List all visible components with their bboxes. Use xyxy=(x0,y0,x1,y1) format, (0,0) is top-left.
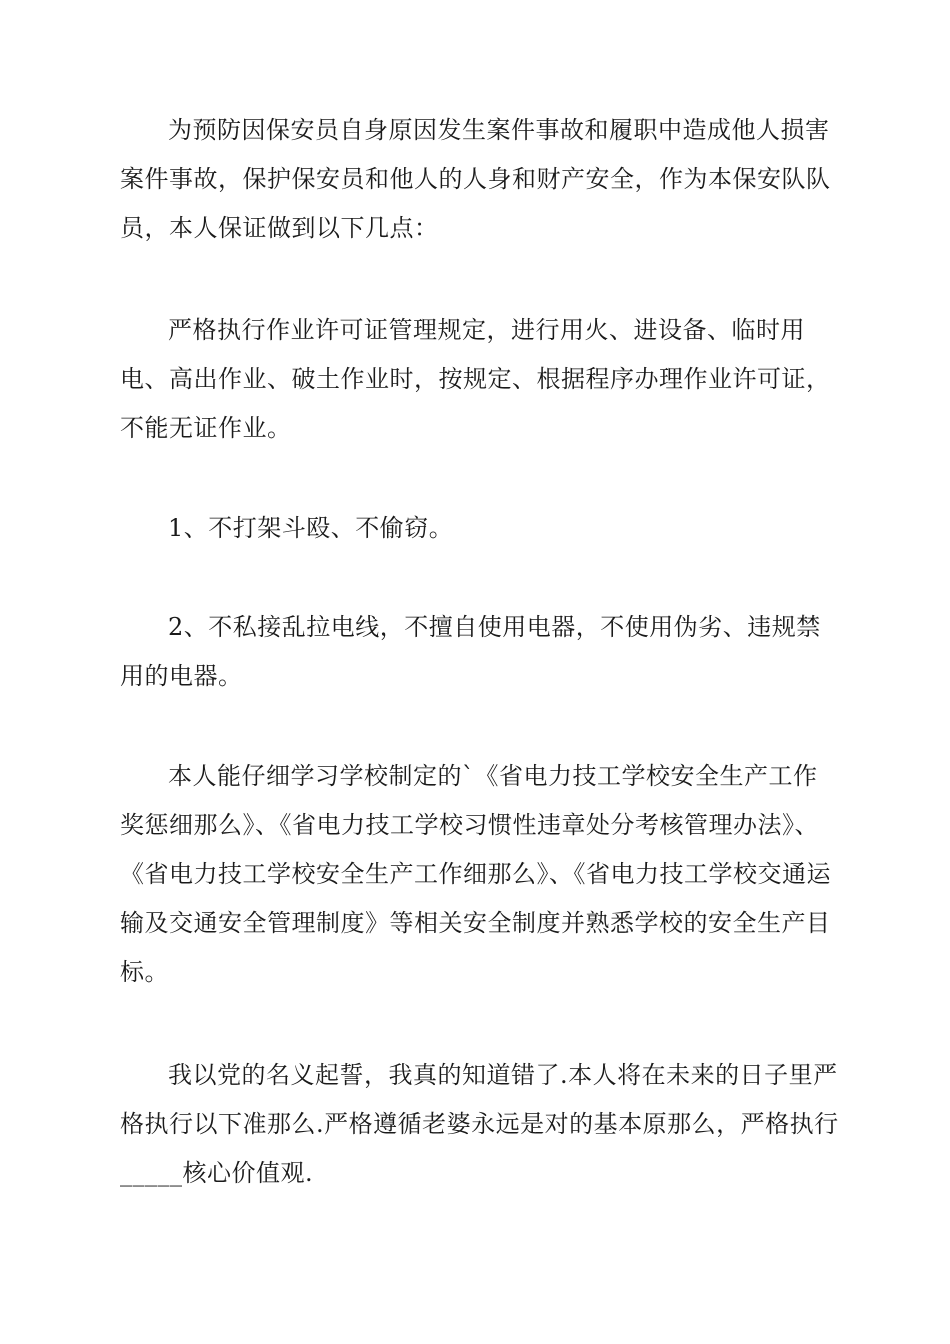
paragraph-school-rules: 本人能仔细学习学校制定的`《省电力技工学校安全生产工作奖惩细那么》、《省电力技工学校习惯性违章处分考核管理办法》、《省电力技工学校安全生产工作细那么》、《省电力技工学校交通运输及交通安全管理制度》等相关安全制度并熟悉学校的安全生产目标。 xyxy=(120,762,831,986)
paragraph-work-permit: 严格执行作业许可证管理规定，进行用火、进设备、临时用电、高出作业、破土作业时，按规定、根据程序办理作业许可证，不能无证作业。 xyxy=(120,316,831,442)
paragraph-item-2: 2、不私接乱拉电线，不擅自使用电器，不使用伪劣、违规禁用的电器。 xyxy=(120,613,821,690)
paragraph-oath: 我以党的名义起誓，我真的知道错了.本人将在未来的日子里严格执行以下准那么.严格遵循老婆永远是对的基本原那么，严格执行_____核心价值观. xyxy=(120,1061,839,1187)
paragraph-item-1: 1、不打架斗殴、不偷窃。 xyxy=(168,514,454,542)
paragraph-intro: 为预防因保安员自身原因发生案件事故和履职中造成他人损害案件事故，保护保安员和他人的人身和财产安全，作为本保安队队员，本人保证做到以下几点： xyxy=(120,116,831,242)
